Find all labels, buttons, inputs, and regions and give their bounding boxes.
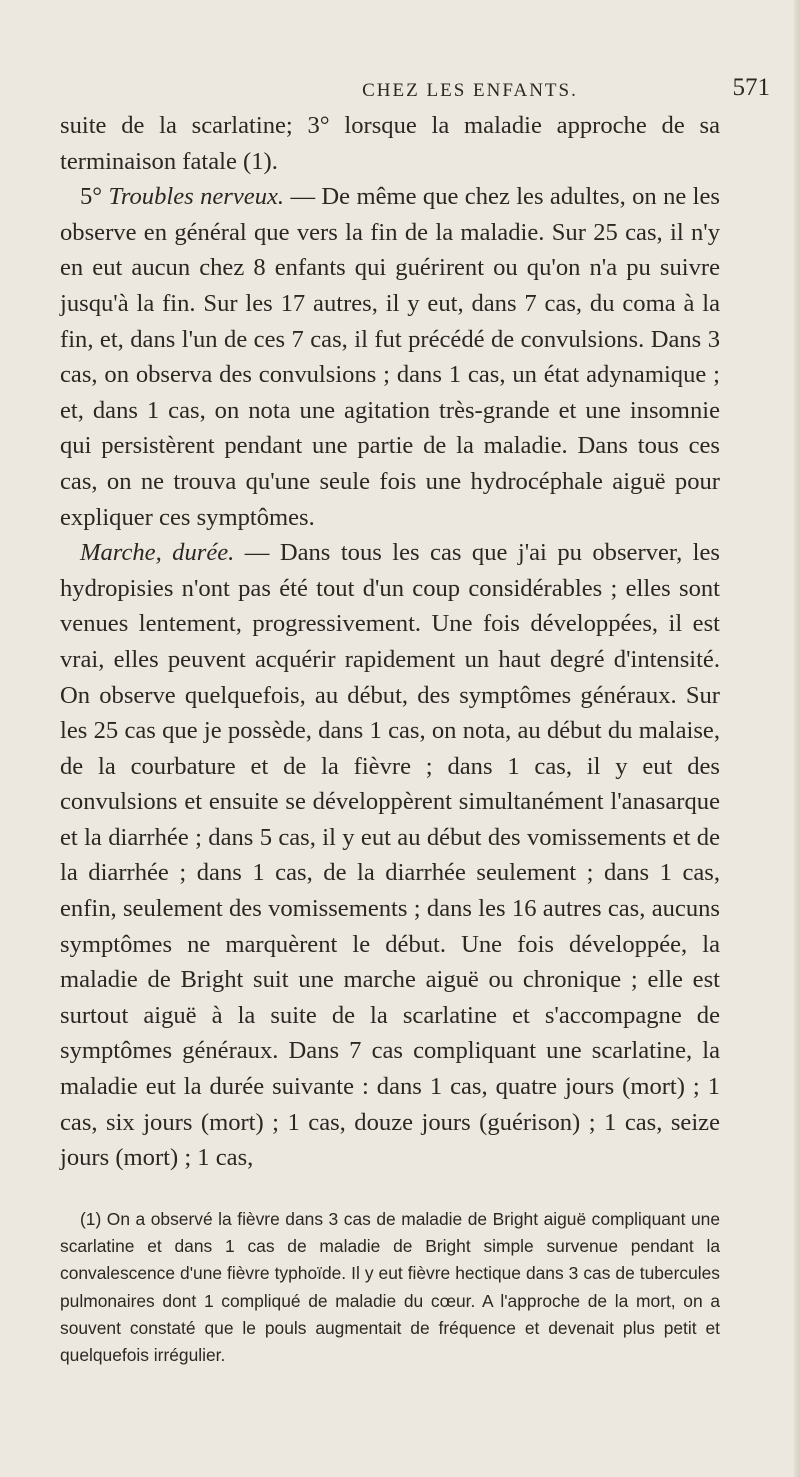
paragraph-troubles-nerveux-text: — De même que chez les adultes, on ne les observe en général que vers la fin de la maladie. Sur 25 cas, il n'y en eut aucun chez 8 enfants qui guérirent ou qu'on n'a pu suivre jusqu'à la fin. Sur les 17 autres, il y eut, dans 7 cas, du coma à la fin, et, dans l'un de ces 7 cas, il fut précédé de convulsions. Dans 3 cas, on observa des convulsions ; dans 1 cas, un état adynamique ; et, dans 1 cas, on nota une agitation très-grande et une insomnie qui persistèrent pendant une partie de la maladie. Dans tous ces cas, on ne trouva qu'une seule fois une hydrocéphale aiguë pour expliquer ces symptômes. [60,183,720,531]
body-text [60,108,720,1176]
page-number: 571 [732,74,770,101]
paragraph-scarlatine: suite de la scarlatine; 3° lorsque la maladie approche de sa terminaison fatale (1). [60,112,720,175]
section-heading-marche-duree: Marche, durée. [80,539,235,567]
footnote [60,1206,720,1369]
footnote-text: (1) On a observé la fièvre dans 3 cas de maladie de Bright aiguë compliquant une scarlatine et dans 1 cas de maladie de Bright simple survenue pendant la convalescence d'une fièvre typhoïde. Il y eut fièvre hectique dans 3 cas de tubercules pulmonaires dont 1 compliqué de maladie du cœur. A l'approche de la mort, on a souvent constaté que le pouls augmentait de fréquence et devenait plus petit et quelquefois irrégulier. [60,1209,720,1366]
paragraph-troubles-nerveux: 5° Troubles nerveux. — De même que chez les adultes, on ne les observe en général que vers la fin de la maladie. Sur 25 cas, il n'y en eut aucun chez 8 enfants qui guérirent ou qu'on n'a pu suivre jusqu'à la fin. Sur les 17 autres, il y eut, dans 7 cas, du coma à la fin, et, dans l'un de ces 7 cas, il fut précédé de convulsions. Dans 3 cas, on observa des convulsions ; dans 1 cas, un état adynamique ; et, dans 1 cas, on nota une agitation très-grande et une insomnie qui persistèrent pendant une partie de la maladie. Dans tous ces cas, on ne trouva qu'une seule fois une hydrocéphale aiguë pour expliquer ces symptômes. [60,183,720,531]
section-heading-troubles-nerveux: Troubles nerveux. [108,183,285,211]
running-head: CHEZ LES ENFANTS. [362,80,578,101]
page-edge [794,0,800,1477]
paragraph-marche-duree [60,535,720,1176]
paragraph-marche-duree-text: — Dans tous les cas que j'ai pu observer, les hydropisies n'ont pas été tout d'un coup considérables ; elles sont venues lentement, progressivement. Une fois développées, il est vrai, elles peuvent acquérir rapidement un haut degré d'intensité. On observe quelquefois, au début, des symptômes généraux. Sur les 25 cas que je possède, dans 1 cas, on nota, au début du malaise, de la courbature et de la fièvre ; dans 1 cas, il y eut des convulsions et ensuite se développèrent simultanément l'anasarque et la diarrhée ; dans 5 cas, il y eut au début des vomissements et de la diarrhée ; dans 1 cas, de la diarrhée seulement ; dans 1 cas, enfin, seulement des vomissements ; dans les 16 autres cas, aucuns symptômes ne marquèrent le début. Une fois développée, la maladie de Bright suit une marche aiguë ou chronique ; elle est surtout aiguë à la suite de la scarlatine et s'accompagne de symptômes généraux. Dans 7 cas compliquant une scarlatine, la maladie eut la durée suivante : dans 1 cas, quatre jours (mort) ; 1 cas, six jours (mort) ; 1 cas, douze jours (guérison) ; 1 cas, seize jours (mort) ; 1 cas, [60,539,720,1172]
